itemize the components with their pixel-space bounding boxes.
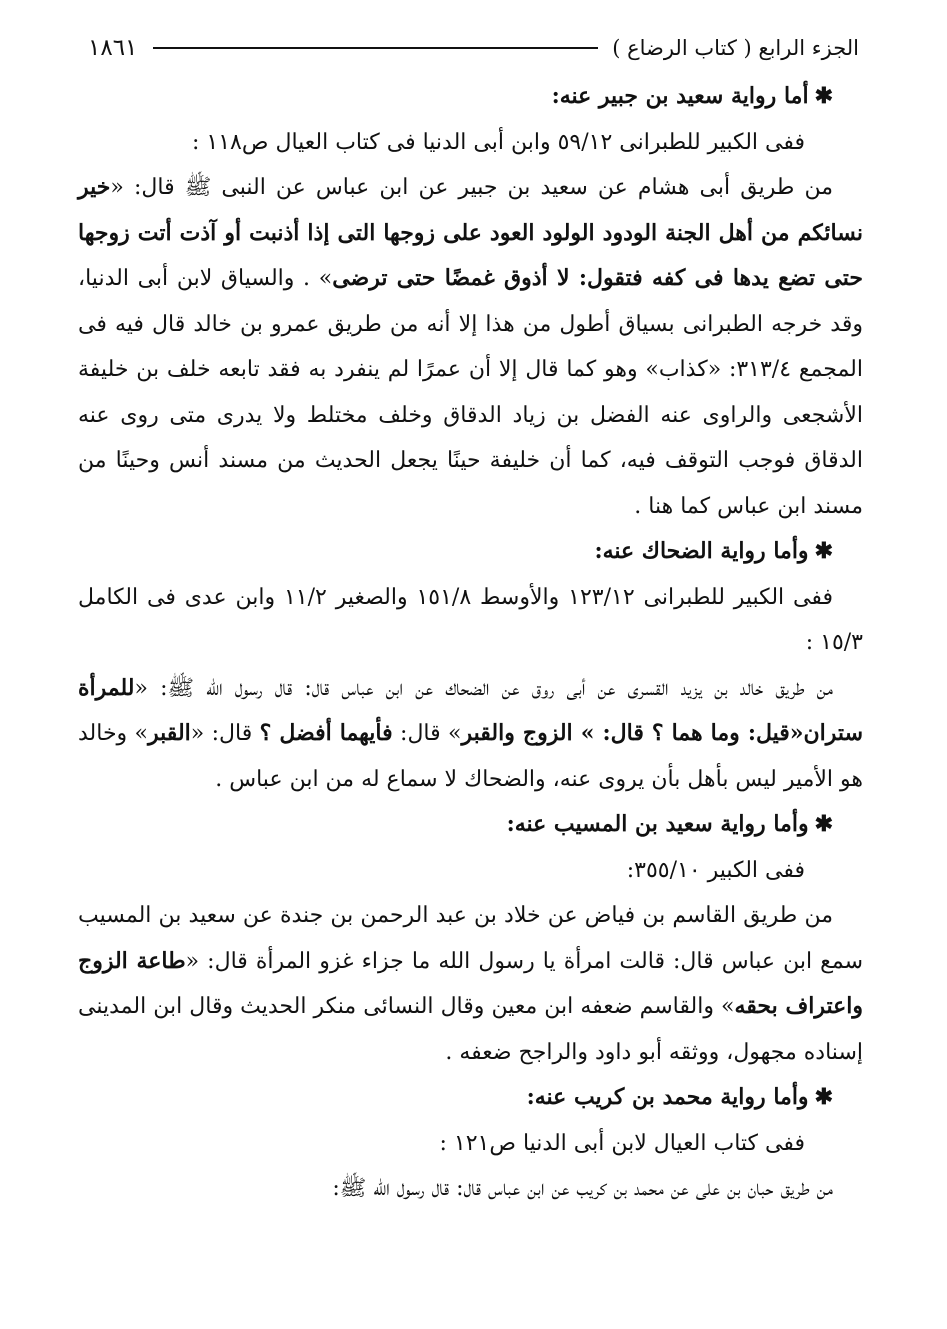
source-citation: ففى الكبير ٣٥٥/١٠: [626,857,805,883]
hadith-paragraph: من طريق حبان بن على عن محمد بن كريب عن ابن عباس قال: قال رسول الله ﷺ: [332,1176,833,1201]
section-heading-saeed-ibn-jubayr: ✱أما رواية سعيد بن جبير عنه: [551,83,833,109]
hadith-text: فأيهما أفضل ؟ [259,720,393,746]
section-heading-dahhak: ✱وأما رواية الضحاك عنه: [594,538,833,564]
hadith-text: القبر [148,720,191,746]
asterisk-icon: ✱ [814,538,833,564]
hadith-text: خير نسائكم من أهل الجنة الودود الولود العود على زوجها التى إذا أذنبت أو آذت أتت زوجها حتى تضع يدها فى كفه فتقول: لا أذوق غمضًا حتى ترضى [78,174,863,291]
asterisk-icon: ✱ [814,83,833,109]
header-rule [153,47,598,49]
source-citation: ففى الكبير للطبرانى ٥٩/١٢ وابن أبى الدنيا فى كتاب العيال ص١١٨ : [192,129,805,155]
hadith-text: طاعة الزوج واعتراف بحقه [78,947,863,1019]
hadith-text: للمرأة ستران«قيل: وما هما ؟ قال: » الزوج والقبر [78,674,864,746]
page-body [78,74,863,1212]
hadith-paragraph: من طريق القاسم بن فياض عن خلاد بن عبد الرحمن بن جندة عن سعيد بن المسيب سمع ابن عباس قال: قالت امرأة يا رسول الله ما جزاء غزو المرأة قال: «طاعة الزوج واعتراف بحقه» والقاسم ضعفه ابن معين وقال النسائى منكر الحديث وقال ابن المدينى إسناده مجهول، ووثقه أبو داود والراجح ضعفه . [78,903,864,1065]
running-title: الجزء الرابع ( كتاب الرضاع ) [612,36,859,60]
asterisk-icon: ✱ [814,811,833,837]
hadith-paragraph: من طريق خالد بن يزيد القسرى عن أبى روق عن الضحاك عن ابن عباس قال: قال رسول الله ﷺ: «للمرأة ستران«قيل: وما هما ؟ قال: » الزوج والقبر» قال: فأيهما أفضل ؟ قال: «القبر» وخالد هو الأمير ليس بأهل بأن يروى عنه، والضحاك لا سماع له من ابن عباس . [78,674,864,792]
asterisk-icon: ✱ [814,1084,833,1110]
page-header [88,30,859,66]
section-heading-muhammad-ibn-kurayb: ✱وأما رواية محمد بن كريب عنه: [526,1084,833,1110]
section-heading-saeed-ibn-musayyib: ✱وأما رواية سعيد بن المسيب عنه: [506,811,833,837]
hadith-paragraph: من طريق أبى هشام عن سعيد بن جبير عن ابن عباس عن النبى ﷺ قال: «خير نسائكم من أهل الجنة الودود الولود العود على زوجها التى إذا أذنبت أو آذت أتت زوجها حتى تضع يدها فى كفه فتقول: لا أذوق غمضًا حتى ترضى» . والسياق لابن أبى الدنيا، وقد خرجه الطبرانى بسياق أطول من هذا إلا أنه من طريق عمرو بن خالد قال فيه فى المجمع ٣١٣/٤: «كذاب» وهو كما قال إلا أن عمرًا لم ينفرد به فقد تابعه خلف بن خليفة الأشجعى والراوى عنه الفضل بن زياد الدقاق وخلف مختلط ولا يدرى متى روى عنه الدقاق فوجب التوقف فيه، كما أن خليفة حينًا يجعل الحديث من مسند أنس وحينًا من مسند ابن عباس كما هنا . [78,174,863,519]
source-citation: ففى الكبير للطبرانى ١٢٣/١٢ والأوسط ١٥١/٨ والصغير ١١/٢ وابن عدى فى الكامل ١٥/٣ : [78,584,863,655]
page-number: ١٨٦١ [88,35,138,61]
source-citation: ففى كتاب العيال لابن أبى الدنيا ص١٢١ : [439,1130,805,1156]
